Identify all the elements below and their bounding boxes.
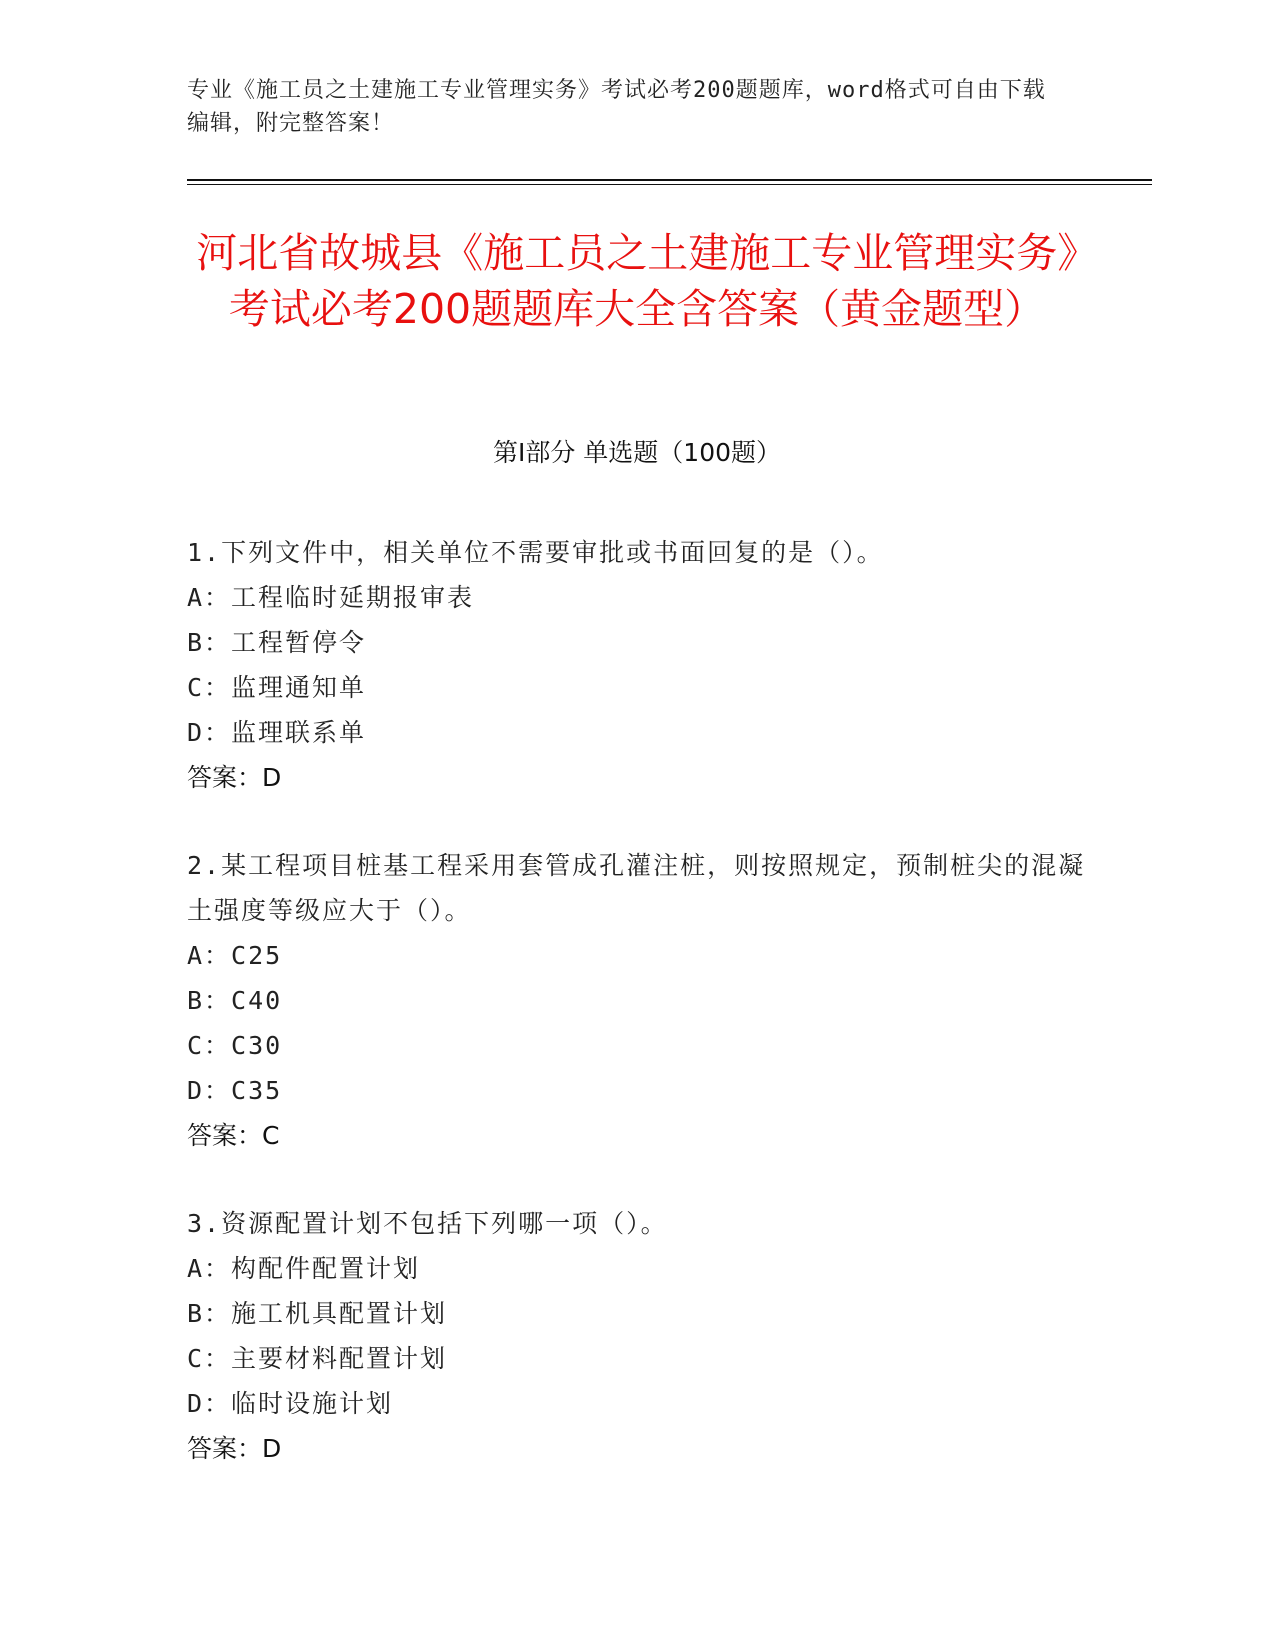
option-b: B：施工机具配置计划 [187, 1299, 448, 1328]
option-c: C：C30 [187, 1031, 283, 1060]
question-list [187, 530, 1087, 1514]
option-b: B：工程暂停令 [187, 628, 367, 657]
option-a: A：C25 [187, 941, 283, 970]
option-d: D：监理联系单 [187, 718, 367, 747]
option-d: D：C35 [187, 1076, 283, 1105]
option-b: B：C40 [187, 986, 283, 1015]
option-a: A：构配件配置计划 [187, 1254, 421, 1283]
question-2 [187, 843, 1087, 1158]
header-divider-thin [187, 184, 1152, 185]
option-c: C：监理通知单 [187, 673, 367, 702]
section-heading: 第I部分 单选题（100题） [492, 438, 782, 467]
option-a: A：工程临时延期报审表 [187, 583, 475, 612]
question-1 [187, 530, 1087, 800]
question-stem: 1.下列文件中，相关单位不需要审批或书面回复的是（）。 [187, 538, 884, 567]
header-note: 专业《施工员之土建施工专业管理实务》考试必考200题题库，word格式可自由下载编辑，附完整答案！ [187, 78, 1046, 136]
option-c: C：主要材料配置计划 [187, 1344, 448, 1373]
answer: 答案：D [187, 1434, 282, 1463]
question-stem: 2.某工程项目桩基工程采用套管成孔灌注桩，则按照规定，预制桩尖的混凝土强度等级应大于（）。 [187, 851, 1086, 925]
header-divider-thick [187, 179, 1152, 181]
question-3 [187, 1201, 1087, 1471]
document-title: 河北省故城县《施工员之土建施工专业管理实务》考试必考200题题库大全含答案（黄金题型） [196, 229, 1078, 333]
option-d: D：临时设施计划 [187, 1389, 394, 1418]
answer: 答案：D [187, 763, 282, 792]
question-stem: 3.资源配置计划不包括下列哪一项（）。 [187, 1209, 668, 1238]
answer: 答案：C [187, 1121, 280, 1150]
